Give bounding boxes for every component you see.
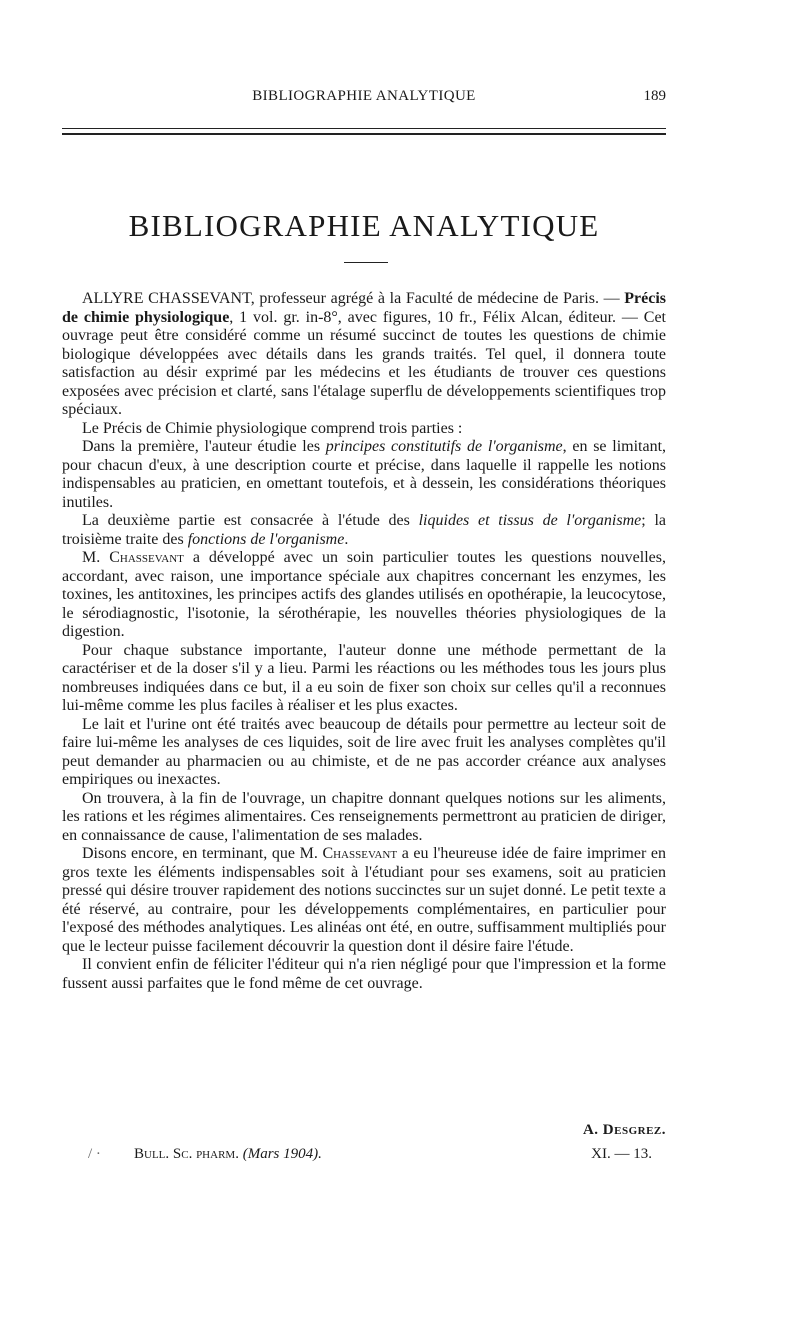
author-name-smallcaps: Chassevant — [109, 549, 184, 566]
volume-sheet: XI. — 13. — [591, 1146, 652, 1162]
emphasis: principes constitutifs de l'organisme — [325, 438, 563, 455]
title-divider — [344, 262, 388, 263]
header-rule-bottom — [62, 133, 666, 135]
issue-date: (Mars 1904). — [242, 1146, 322, 1162]
paragraph-text: Dans la première, l'auteur étudie les — [82, 438, 326, 455]
paragraph-6: Pour chaque substance importante, l'auteur donne une méthode permettant de la caractériser et de la doser s'il y a lieu. Parmi les réactions ou les méthodes tous les jours plus nombreuses indiquées dans ce but, il a eu soin de fixer son choix sur celles qu'il a reconnues lui-même comme les plus faciles à réaliser et les plus exactes. — [62, 641, 666, 714]
footer-mark: / · — [88, 1146, 101, 1162]
running-title: BIBLIOGRAPHIE ANALYTIQUE — [252, 88, 476, 104]
reviewer-signature: A. Desgrez. — [582, 1122, 666, 1138]
paragraph-text: ; la troisième traite des — [62, 512, 666, 548]
page-footer — [88, 1146, 652, 1168]
journal-name: Bull. Sc. pharm. — [134, 1146, 239, 1162]
paragraph-9 — [62, 845, 666, 956]
paragraph-1 — [62, 290, 666, 420]
author-name-smallcaps: Chassevant — [322, 845, 398, 862]
paragraph-text: La deuxième partie est consacrée à l'étude des — [82, 512, 419, 529]
running-head — [62, 88, 666, 112]
section-title: BIBLIOGRAPHIE ANALYTIQUE — [128, 208, 600, 243]
paragraph-7: Le lait et l'urine ont été traités avec beaucoup de détails pour permettre au lecteur soit de faire lui-même les analyses de ces liquides, soit de lire avec fruit les analyses complètes qu'il peut demander au pharmacien ou au chimiste, et de ne pas accorder créance aux analyses empiriques ou inexactes. — [62, 715, 666, 788]
header-rule-top — [62, 128, 666, 129]
emphasis: fonctions de l'organisme — [187, 530, 345, 548]
book-title: Précis de chimie physiologique — [62, 290, 666, 326]
paragraph-text: , 1 vol. gr. in-8°, avec figures, 10 fr., Félix Alcan, éditeur. — Cet ouvrage peut être considéré comme un résumé succinct de toutes les questions de chimie biologique développées avec détails dans les grands traités. Tel quel, il donnera toute satisfaction au désir exprimé par les médecins et les étudiants de trouver ces questions exposées avec précision et clarté, sans l'étalage superflu de développements scientifiques trop spéciaux. — [62, 308, 666, 418]
paragraph-4 — [62, 512, 666, 549]
paragraph-text: M. — [82, 549, 110, 566]
paragraph-10: Il convient enfin de féliciter l'éditeur qui n'a rien négligé pour que l'impression et la forme fussent aussi parfaites que le fond même de cet ouvrage. — [62, 956, 666, 992]
paragraph-text: , en se limitant, pour chacun d'eux, à une description courte et précise, dans laquelle il rappelle les notions indispensables au praticien, en omettant toutefois, et à dessein, les considérations théoriques inutiles. — [62, 438, 667, 511]
review-body — [62, 290, 666, 993]
paragraph-text: , professeur agrégé à la Faculté de médecine de Paris. — — [250, 290, 625, 307]
page-number: 189 — [643, 88, 666, 104]
journal-citation — [134, 1146, 322, 1163]
paragraph-text: a eu l'heureuse idée de faire imprimer en gros texte les éléments indispensables soit à l'étudiant pour ses examens, soit au praticien pressé qui désire trouver rapidement des notions succinctes sur un sujet donné. Le petit texte a été réservé, au contraire, pour les développements complémentaires, en particulier pour l'exposé des méthodes analytiques. Les alinéas ont été, en outre, suffisamment multipliés pour que le lecteur puisse facilement découvrir la question dont il désire faire l'étude. — [62, 845, 666, 955]
paragraph-5 — [62, 549, 666, 642]
paragraph-text: Disons encore, en terminant, que M. — [82, 845, 323, 862]
paragraph-text: a développé avec un soin particulier toutes les questions nouvelles, accordant, avec raison, une importance spéciale aux chapitres concernant les enzymes, les toxines, les antitoxines, les principes actifs des glandes utilisés en opothérapie, la leucocytose, le sérodiagnostic, l'isotonie, la sérothérapie, les nouvelles théories physiologiques de la digestion. — [62, 549, 667, 640]
paragraph-3 — [62, 438, 666, 512]
emphasis: liquides et tissus de l'organisme — [418, 512, 642, 529]
paragraph-8: On trouvera, à la fin de l'ouvrage, un chapitre donnant quelques notions sur les aliments, les rations et les régimes alimentaires. Ces renseignements permettront au praticien de diriger, en connaissance de cause, l'alimentation de ses malades. — [62, 789, 666, 844]
paragraph-2: Le Précis de Chimie physiologique comprend trois parties : — [82, 419, 463, 437]
paragraph-text: . — [344, 530, 349, 548]
reviewed-author: ALLYRE CHASSEVANT — [82, 290, 251, 307]
